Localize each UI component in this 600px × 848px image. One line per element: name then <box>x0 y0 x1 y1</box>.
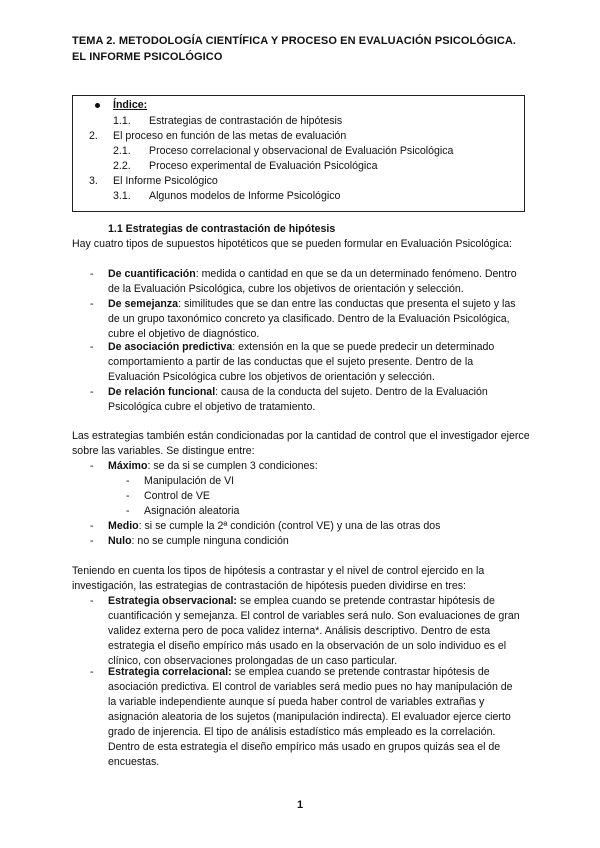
condition-item: Manipulación de VI <box>144 475 235 487</box>
intro-paragraph: Hay cuatro tipos de supuestos hipotéticos que se pueden formular en Evaluación Psicológica: <box>72 238 512 250</box>
condition-item: Asignación aleatoria <box>144 505 240 517</box>
title-line-2: EL INFORME PSICOLÓGICO <box>72 51 223 63</box>
control-level-item <box>108 534 523 549</box>
description: : causa de la conducta del sujeto. Dentro de la Evaluación Psicológica cubre el objetivo de tratamiento. <box>108 386 488 413</box>
index-entry-num: 2.1. <box>113 145 131 157</box>
document-title <box>72 33 542 65</box>
index-entry[interactable]: El proceso en función de las metas de evaluación <box>113 130 347 142</box>
dash-marker: - <box>90 268 94 280</box>
term: De semejanza <box>108 298 179 310</box>
dash-marker: - <box>90 595 94 607</box>
title-line-1: TEMA 2. METODOLOGÍA CIENTÍFICA Y PROCESO EN EVALUACIÓN PSICOLÓGICA. <box>72 35 517 47</box>
dash-marker: - <box>126 490 130 502</box>
dash-marker: - <box>90 535 94 547</box>
condition-item: Control de VE <box>144 490 210 502</box>
term: Máximo <box>108 460 148 472</box>
hypothesis-type-item <box>108 297 523 342</box>
page-number: 1 <box>296 799 304 811</box>
dash-marker: - <box>90 298 94 310</box>
control-level-item <box>108 519 523 534</box>
dash-marker: - <box>126 475 130 487</box>
strategy-item <box>108 665 523 770</box>
description: : se da si se cumplen 3 condiciones: <box>147 460 318 472</box>
index-heading: Índice: <box>113 99 148 111</box>
control-paragraph: Las estrategias también están condicionadas por la cantidad de control que el investigador ejerce sobre las variables. Se distingue entre: <box>72 430 530 457</box>
dash-marker: - <box>90 520 94 532</box>
index-entry-num: 3.1. <box>113 190 131 202</box>
dash-marker: - <box>90 666 94 678</box>
hypothesis-type-item <box>108 267 523 297</box>
section-heading: 1.1 Estrategias de contrastación de hipótesis <box>108 223 336 235</box>
term: Estrategia correlacional: <box>108 666 232 678</box>
term: De relación funcional <box>108 386 216 398</box>
dash-marker: - <box>126 505 130 517</box>
term: Estrategia observacional: <box>108 595 237 607</box>
index-entry[interactable]: El Informe Psicológico <box>113 175 218 187</box>
strategy-item <box>108 594 523 669</box>
index-entry[interactable]: Algunos modelos de Informe Psicológico <box>149 190 341 202</box>
bullet-icon <box>95 103 100 108</box>
control-level-item <box>108 459 523 474</box>
index-entry[interactable]: Proceso correlacional y observacional de Evaluación Psicológica <box>149 145 454 157</box>
description: : no se cumple ninguna condición <box>131 535 289 547</box>
dash-marker: - <box>90 460 94 472</box>
index-entry-num: 2.2. <box>113 160 131 172</box>
index-entry-num: 3. <box>89 175 98 187</box>
index-entry[interactable]: Proceso experimental de Evaluación Psicológica <box>149 160 378 172</box>
dash-marker: - <box>90 386 94 398</box>
term: De asociación predictiva <box>108 341 233 353</box>
hypothesis-type-item <box>108 385 523 415</box>
description: : si se cumple la 2ª condición (control VE) y una de las otras dos <box>138 520 441 532</box>
term: Medio <box>108 520 139 532</box>
index-entry-num: 1.1. <box>113 115 131 127</box>
hypothesis-type-item <box>108 340 523 385</box>
index-entry-num: 2. <box>89 130 98 142</box>
description: se emplea cuando se pretende contrastar hipótesis de asociación predictiva. El control de variables será medio pues no hay manipulación de la variable independiente aunque sí pueda haber control de variables extrañas y asignación aleatoria de los sujetos (manipulación indirecta). El evaluador ejerce cierto grado de injerencia. El tipo de análisis estadístico más empleado es la correlación. Dentro de esta estrategia el diseño empírico más usado en grupos quizás sea el de encuestas. <box>108 666 513 768</box>
description: : similitudes que se dan entre las conductas que presenta el sujeto y las de un grupo taxonómico concreto ya clasificado. Dentro de la Evaluación Psicológica, cubre el objetivo de diagnóstico. <box>108 298 516 340</box>
term: Nulo <box>108 535 132 547</box>
description: se emplea cuando se pretende contrastar hipótesis de cuantificación y semejanza. El control de variables será nulo. Son evaluaciones de gran validez externa pero de poca validez interna*. Análisis descriptivo. Dentro de esta estrategia el diseño empírico más usado en la observación de un solo individuo es el clínico, con observaciones prolongadas de un caso particular. <box>108 595 520 667</box>
index-entry[interactable]: Estrategias de contrastación de hipótesis <box>149 115 343 127</box>
dash-marker: - <box>90 341 94 353</box>
term: De cuantificación <box>108 268 196 280</box>
description: : medida o cantidad en que se da un determinado fenómeno. Dentro de la Evaluación Psicológica, cubre los objetivos de orientación y selección. <box>108 268 517 295</box>
description: : extensión en la que se puede predecir un determinado comportamiento a partir de las conductas que el sujeto presente. Dentro de la Evaluación Psicológica cubre los objetivos de orientación y selección. <box>108 341 495 383</box>
strategy-paragraph: Teniendo en cuenta los tipos de hipótesis a contrastar y el nivel de control ejercido en la investigación, las estrategias de contrastación de hipótesis pueden dividirse en tres: <box>72 565 485 592</box>
